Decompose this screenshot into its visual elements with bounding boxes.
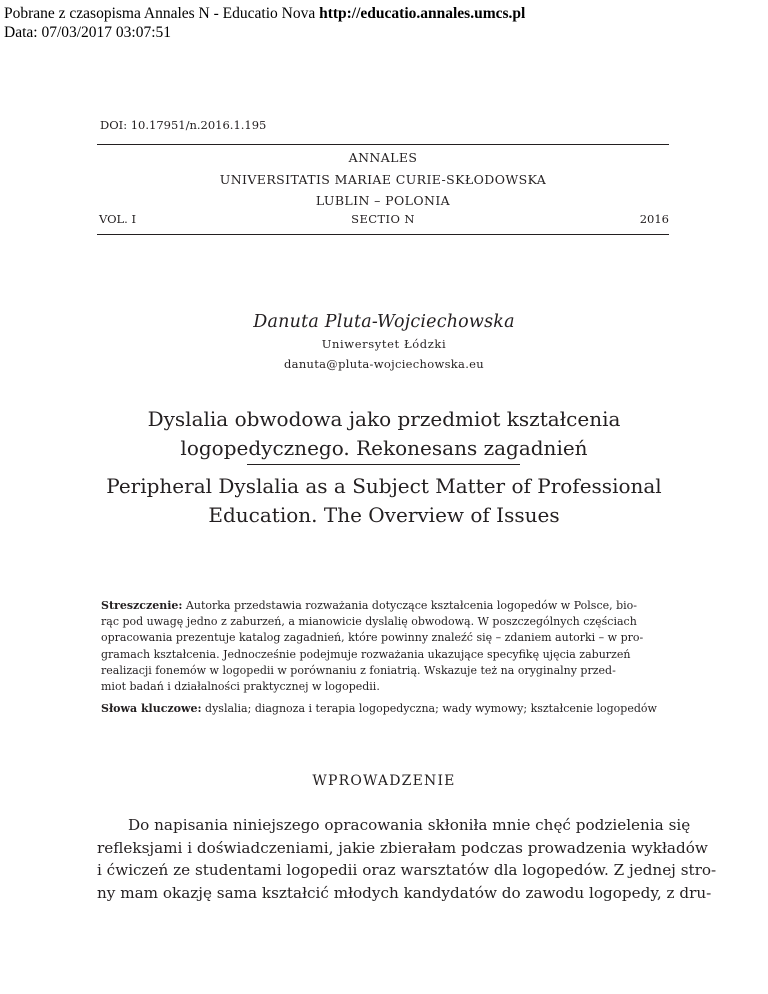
abstract bbox=[101, 598, 667, 695]
title-english bbox=[0, 472, 768, 530]
journal-location: LUBLIN – POLONIA bbox=[315, 193, 451, 208]
section-heading: WPROWADZENIE bbox=[312, 773, 456, 789]
abstract-line: opracowania prezentuje katalog zagadnień, które powinny znaleźć się – zdaniem autorki – w pro- bbox=[101, 631, 644, 645]
download-date: Data: 07/03/2017 03:07:51 bbox=[4, 24, 172, 41]
abstract-line: gramach kształcenia. Jednocześnie podejmuje rozważania ukazujące specyfikę ujęcia zaburzeń bbox=[101, 647, 631, 661]
keywords bbox=[101, 702, 657, 715]
author-email[interactable]: danuta@pluta-wojciechowska.eu bbox=[284, 357, 484, 371]
abstract-line: realizacji fonemów w logopedii w porównaniu z foniatrią. Wskazuje też na oryginalny przed- bbox=[101, 663, 616, 677]
keywords-label: Słowa kluczowe: bbox=[101, 702, 202, 715]
volume-label: VOL. I bbox=[99, 212, 137, 226]
body-line: ny mam okazję sama kształcić młodych kandydatów do zawodu logopedy, z dru- bbox=[97, 883, 712, 902]
abstract-label: Streszczenie: bbox=[101, 599, 183, 612]
body-line: Do napisania niniejszego opracowania skłoniła mnie chęć podzielenia się bbox=[128, 816, 691, 834]
title-polish-line-2: logopedycznego. Rekonesans zagadnień bbox=[180, 436, 588, 460]
header-top-rule bbox=[97, 144, 669, 145]
title-polish-line-1: Dyslalia obwodowa jako przedmiot kształcenia bbox=[147, 407, 621, 431]
author-affiliation: Uniwersytet Łódzki bbox=[321, 337, 447, 351]
download-notice-line-1 bbox=[4, 4, 525, 24]
body-line: refleksjami i doświadczeniami, jakie zbierałam podczas prowadzenia wykładów bbox=[97, 838, 708, 857]
title-english-line-2: Education. The Overview of Issues bbox=[208, 503, 560, 527]
header-bottom-rule bbox=[97, 234, 669, 235]
title-polish bbox=[0, 405, 768, 463]
title-english-line-1: Peripheral Dyslalia as a Subject Matter of Professional bbox=[106, 474, 662, 498]
title-divider bbox=[247, 464, 520, 465]
abstract-line: Streszczenie: Autorka przedstawia rozważania dotyczące kształcenia logopedów w Polsce, bio- bbox=[101, 599, 638, 612]
body-line: i ćwiczeń ze studentami logopedii oraz warsztatów dla logopedów. Z jednej stro- bbox=[97, 861, 717, 879]
year-label: 2016 bbox=[639, 212, 669, 226]
download-notice-prefix: Pobrane z czasopisma Annales N - Educatio Nova bbox=[4, 5, 320, 22]
journal-name-line-1: ANNALES bbox=[348, 150, 418, 165]
body-paragraph bbox=[97, 814, 717, 904]
doi-line: DOI: 10.17951/n.2016.1.195 bbox=[100, 118, 267, 132]
keywords-text: dyslalia; diagnoza i terapia logopedyczna; wady wymowy; kształcenie logopedów bbox=[201, 702, 657, 715]
section-label: SECTIO N bbox=[351, 212, 415, 226]
abstract-line: rąc pod uwagę jedno z zaburzeń, a mianowicie dyslalię obwodową. W poszczególnych częściach bbox=[101, 615, 637, 629]
author-name: Danuta Pluta-Wojciechowska bbox=[253, 312, 515, 332]
journal-name-line-2: UNIVERSITATIS MARIAE CURIE-SKŁODOWSKA bbox=[219, 172, 547, 187]
journal-url-link[interactable]: http://educatio.annales.umcs.pl bbox=[319, 5, 526, 22]
abstract-line: miot badań i działalności praktycznej w logopedii. bbox=[101, 680, 380, 694]
